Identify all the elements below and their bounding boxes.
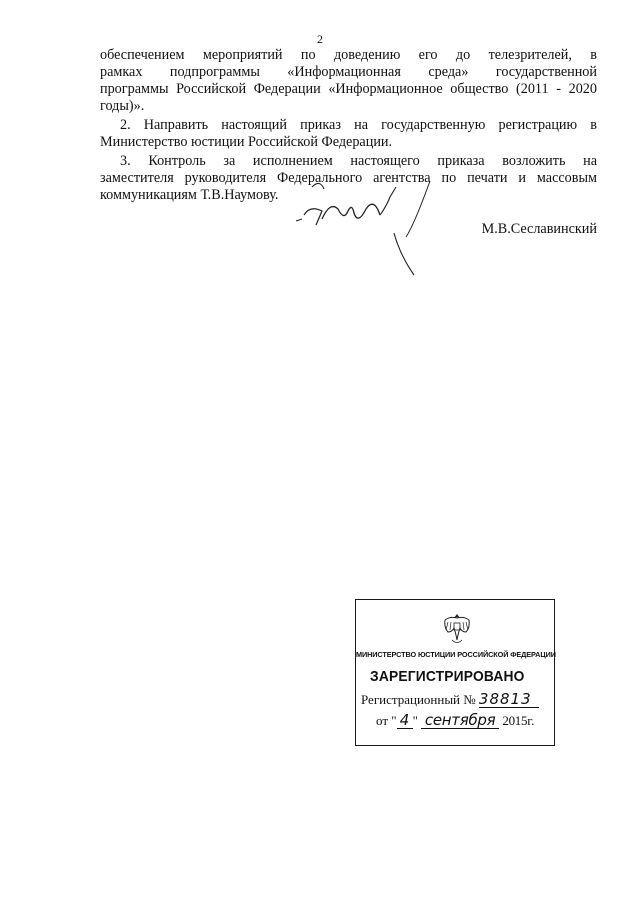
body-line: рамках подпрограммы «Информационная среда» государственной [100,64,597,80]
stamp-reg-label: Регистрационный № [361,692,476,707]
stamp-reg-number: 38813 [479,692,539,708]
handwritten-signature [290,175,440,285]
body-line: коммуникациям Т.В.Наумову. [100,187,279,203]
registration-stamp [355,599,555,746]
stamp-date-prefix: от " [376,713,397,728]
stamp-date-row [376,713,534,729]
body-line: программы Российской Федерации «Информационное общество (2011 - 2020 [100,81,597,97]
stamp-month: сентября [421,713,499,729]
stamp-quote-close: " [412,713,418,728]
page-number: 2 [317,32,323,46]
coat-of-arms-icon [442,610,472,648]
body-line: обеспечением мероприятий по доведению его до телезрителей, в [100,47,597,63]
body-line: 2. Направить настоящий приказ на государственную регистрацию в [120,117,597,133]
stamp-day: 4 [397,713,413,729]
stamp-year: 2015 [502,713,528,728]
body-line: годы)». [100,98,145,114]
stamp-reg-row [361,692,539,708]
signer-name: М.В.Сеславинский [481,221,597,237]
stamp-year-suffix: г. [527,713,535,728]
stamp-ministry: МИНИСТЕРСТВО ЮСТИЦИИ РОССИЙСКОЙ ФЕДЕРАЦИИ [356,650,556,659]
body-line: 3. Контроль за исполнением настоящего приказа возложить на [120,153,597,169]
body-line: заместителя руководителя Федерального агентства по печати и массовым [100,170,597,186]
body-line: Министерство юстиции Российской Федерации. [100,134,393,150]
stamp-registered: ЗАРЕГИСТРИРОВАНО [370,668,525,685]
